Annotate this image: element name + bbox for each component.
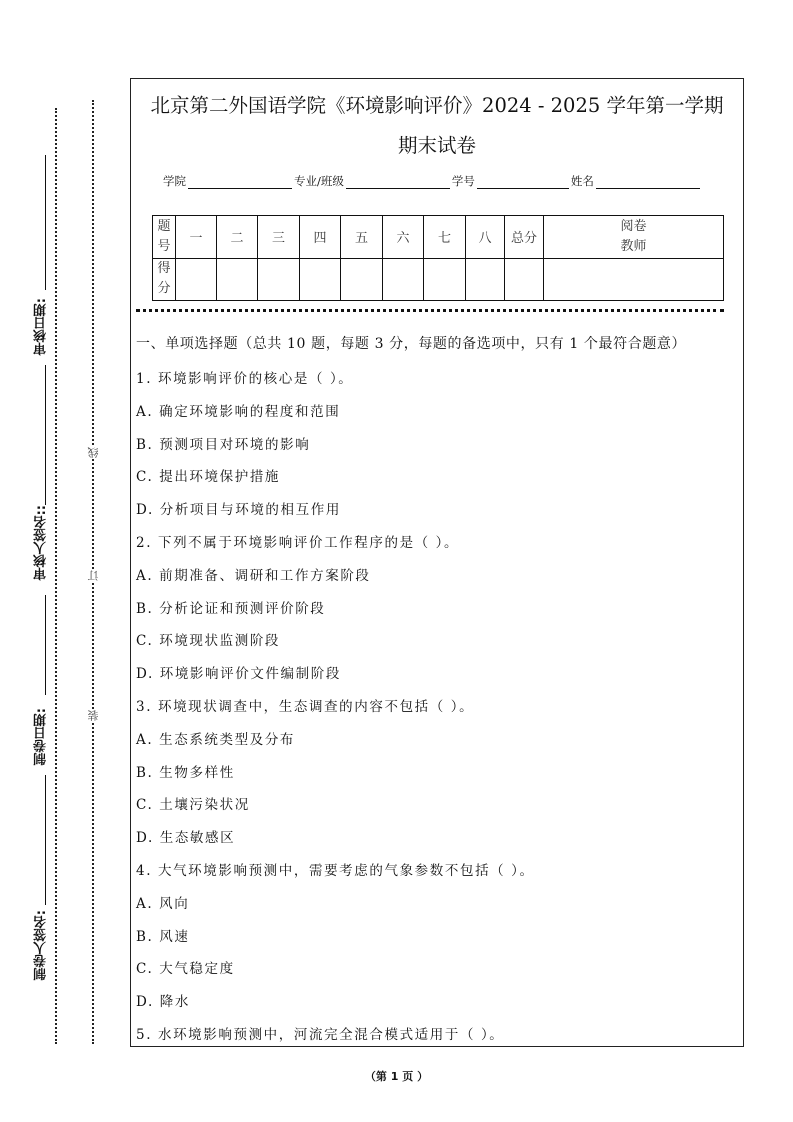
score-cell[interactable]: [217, 258, 258, 301]
col-header: 六: [383, 216, 424, 259]
question-number-header: 题 号: [153, 216, 176, 259]
answer-option: A. 前期准备、调研和工作方案阶段: [136, 567, 371, 584]
review-date-underline: [45, 155, 46, 290]
score-row-header: 得 分: [153, 258, 176, 301]
answer-option: B. 预测项目对环境的影响: [136, 436, 311, 453]
section-heading: 一、单项选择题（总共 10 题，每题 3 分，每题的备选项中，只有 1 个最符合题意）: [136, 336, 687, 352]
score-table: [152, 215, 724, 301]
col-header: 一: [176, 216, 217, 259]
dotted-separator: [136, 309, 724, 312]
answer-option: A. 确定环境影响的程度和范围: [136, 403, 341, 420]
score-table-score-row: [153, 258, 724, 301]
col-header: 总分: [505, 216, 544, 259]
score-cell[interactable]: [383, 258, 424, 301]
col-header: 三: [258, 216, 300, 259]
answer-option: C. 环境现状监测阶段: [136, 633, 281, 650]
question-stem: 2. 下列不属于环境影响评价工作程序的是（ ）。: [136, 535, 460, 551]
col-header: 四: [300, 216, 341, 259]
score-cell[interactable]: [258, 258, 300, 301]
col-header: 八: [466, 216, 505, 259]
name-label: 姓名: [570, 174, 594, 188]
answer-option: B. 风速: [136, 928, 190, 945]
score-cell[interactable]: [424, 258, 466, 301]
make-date-underline-top: [45, 595, 46, 695]
answer-option: D. 分析项目与环境的相互作用: [136, 502, 341, 519]
staple-mark: 装: [87, 710, 100, 721]
answer-option: C. 土壤污染状况: [136, 797, 250, 814]
question-stem: 4. 大气环境影响预测中，需要考虑的气象参数不包括（ ）。: [136, 863, 535, 879]
college-blank[interactable]: [188, 176, 292, 189]
major-class-blank[interactable]: [346, 176, 450, 189]
exam-title: 北京第二外国语学院《环境影响评价》2024 - 2025 学年第一学期: [150, 94, 724, 117]
line-mark: 线: [87, 447, 100, 458]
grader-header: 阅卷 教师: [544, 216, 724, 259]
answer-option: C. 大气稳定度: [136, 961, 235, 978]
student-id-blank[interactable]: [477, 176, 569, 189]
score-cell[interactable]: [176, 258, 217, 301]
col-header: 五: [341, 216, 383, 259]
question-stem: 3. 环境现状调查中，生态调查的内容不包括（ ）。: [136, 699, 475, 715]
score-cell[interactable]: [505, 258, 544, 301]
score-cell[interactable]: [300, 258, 341, 301]
bind-mark: 订: [87, 570, 100, 581]
answer-option: B. 分析论证和预测评价阶段: [136, 600, 326, 617]
name-blank[interactable]: [596, 176, 700, 189]
maker-sign-underline: [45, 775, 46, 905]
answer-option: A. 生态系统类型及分布: [136, 731, 296, 748]
col-header: 七: [424, 216, 466, 259]
student-info-fields: [163, 173, 702, 189]
make-date-label: 制卷日期:: [34, 708, 49, 766]
answer-option: B. 生物多样性: [136, 764, 235, 781]
margin-dotted-line-outer: [55, 108, 57, 1044]
reviewer-sign-label: 审核人签名::: [34, 505, 49, 581]
answer-option: C. 提出环境保护措施: [136, 469, 281, 486]
answer-option: A. 风向: [136, 895, 190, 912]
college-label: 学院: [163, 174, 186, 188]
grader-cell[interactable]: [544, 258, 724, 301]
col-header: 二: [217, 216, 258, 259]
reviewer-sign-underline: [45, 365, 46, 505]
score-cell[interactable]: [341, 258, 383, 301]
answer-option: D. 生态敏感区: [136, 830, 236, 847]
score-cell[interactable]: [466, 258, 505, 301]
exam-subtitle: 期末试卷: [397, 134, 476, 157]
score-table-header-row: [153, 216, 724, 259]
answer-option: D. 降水: [136, 994, 190, 1011]
maker-sign-label: 制卷人签名:: [34, 910, 49, 981]
page-number: （第 1 页 ）: [364, 1070, 429, 1083]
question-stem: 1. 环境影响评价的核心是（ ）。: [136, 371, 354, 387]
student-id-label: 学号: [451, 174, 475, 188]
question-stem: 5. 水环境影响预测中，河流完全混合模式适用于（ ）。: [136, 1027, 505, 1043]
major-class-label: 专业/班级: [294, 174, 344, 188]
review-date-label: 审核日期:: [34, 298, 49, 356]
answer-option: D. 环境影响评价文件编制阶段: [136, 666, 341, 683]
